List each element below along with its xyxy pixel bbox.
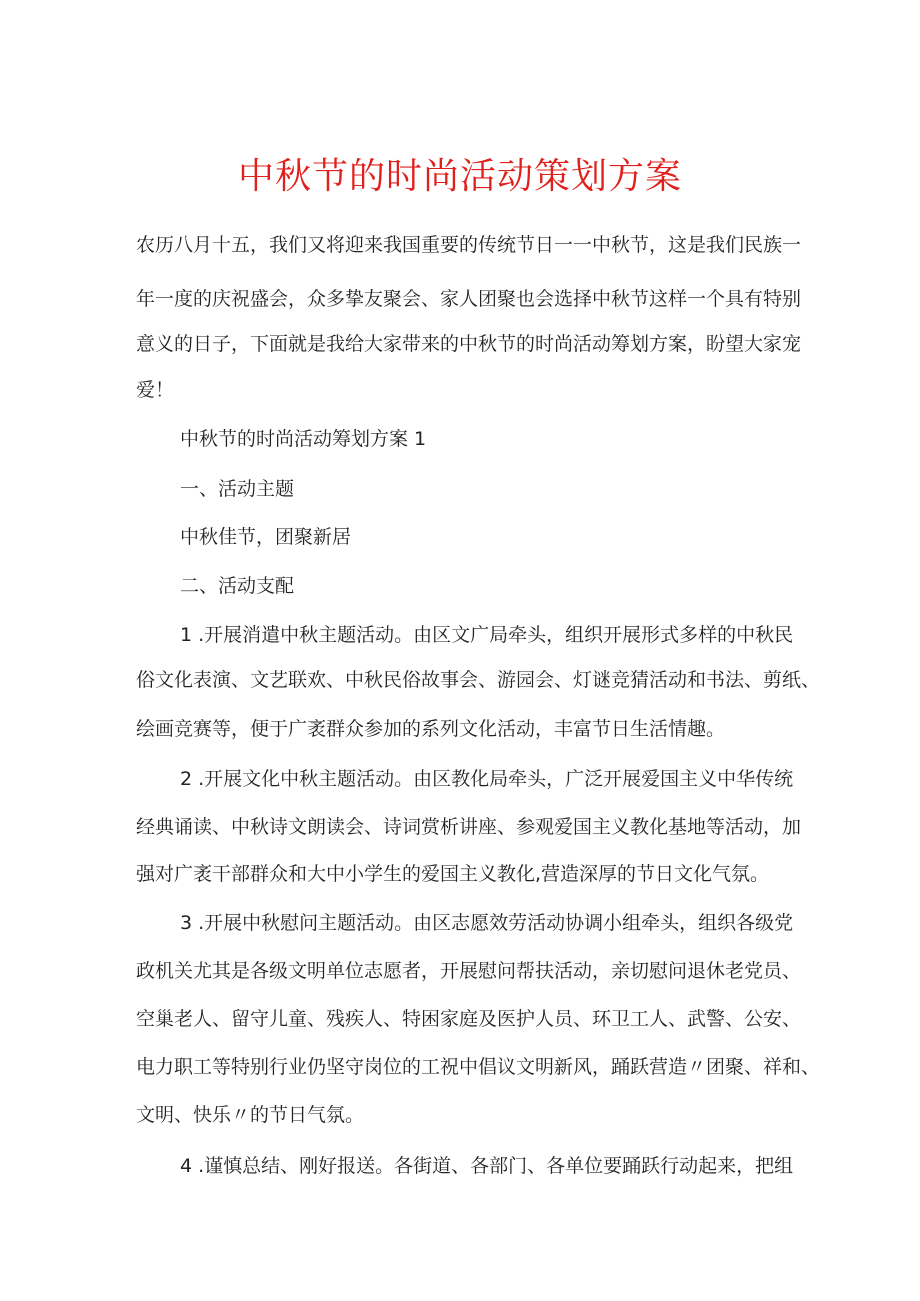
theme-text: 中秋佳节，团聚新居 xyxy=(180,526,352,548)
section-heading-theme: 一、活动主题 xyxy=(180,478,295,500)
intro-line: 意义的日子，下面就是我给大家带来的中秋节的时尚活动筹划方案，盼望大家宠 xyxy=(136,333,802,355)
section-heading-arrangement: 二、活动支配 xyxy=(180,575,295,597)
intro-line: 爱！ xyxy=(136,379,175,401)
item-3-line: 3 .开展中秋慰问主题活动。由区志愿效劳活动协调小组牵头，组织各级党 xyxy=(180,912,794,934)
item-3-line: 政机关尤其是各级文明单位志愿者，开展慰问帮扶活动，亲切慰问退休老党员、 xyxy=(136,960,802,982)
plan-heading: 中秋节的时尚活动筹划方案 1 xyxy=(180,428,427,450)
item-3-line: 文明、快乐〃的节日气氛。 xyxy=(136,1104,365,1126)
item-2-line: 强对广袤干部群众和大中小学生的爱国主义教化,营造深厚的节日文化气氛。 xyxy=(136,863,770,885)
item-3-line: 空巢老人、留守儿童、残疾人、特困家庭及医护人员、环卫工人、武警、公安、 xyxy=(136,1008,802,1030)
item-1-line: 俗文化表演、文艺联欢、中秋民俗故事会、游园会、灯谜竞猜活动和书法、剪纸、 xyxy=(136,669,821,691)
intro-line: 农历八月十五，我们又将迎来我国重要的传统节日一一中秋节，这是我们民族一 xyxy=(136,234,802,256)
item-2-line: 经典诵读、中秋诗文朗读会、诗词赏析讲座、参观爱国主义教化基地等活动，加 xyxy=(136,816,802,838)
item-4-line: 4 .谨慎总结、刚好报送。各街道、各部门、各单位要踊跃行动起来，把组 xyxy=(180,1155,794,1177)
document-title: 中秋节的时尚活动策划方案 xyxy=(237,156,682,197)
item-1-line: 1 .开展消遣中秋主题活动。由区文广局牵头，组织开展形式多样的中秋民 xyxy=(180,624,794,646)
intro-line: 年一度的庆祝盛会，众多挚友聚会、家人团聚也会选择中秋节这样一个具有特别 xyxy=(136,288,802,310)
item-1-line: 绘画竞赛等，便于广袤群众参加的系列文化活动，丰富节日生活情趣。 xyxy=(136,718,726,740)
item-3-line: 电力职工等特别行业仍坚守岗位的工祝中倡议文明新风，踊跃营造〃团聚、祥和、 xyxy=(136,1056,821,1078)
item-2-line: 2 .开展文化中秋主题活动。由区教化局牵头，广泛开展爱国主义中华传统 xyxy=(180,768,794,790)
